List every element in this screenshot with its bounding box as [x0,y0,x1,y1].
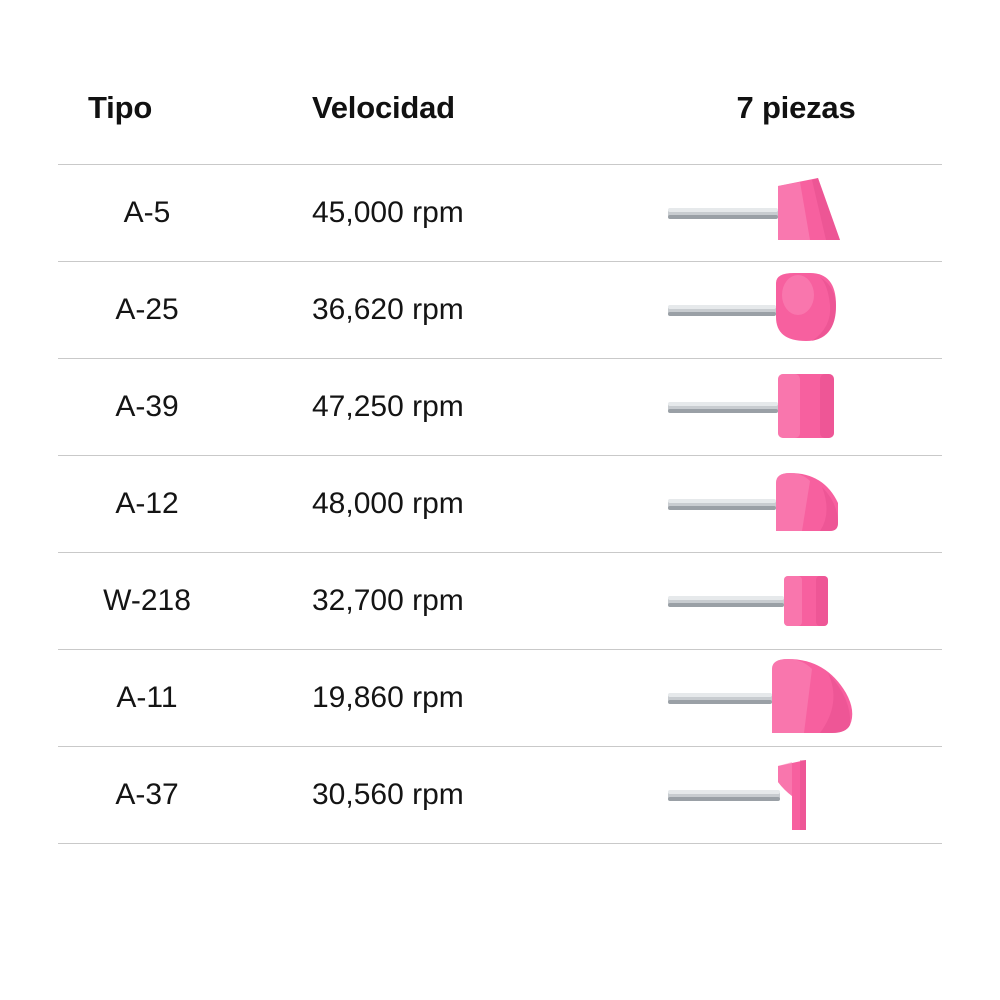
table-row [58,165,942,262]
specification-table [58,90,942,844]
grinding-bit-disc-icon [650,747,942,843]
cell-tipo: A-25 [115,293,179,326]
cell-velocidad: 47,250 rpm [312,390,464,423]
column-header-tipo: Tipo [88,90,153,125]
cell-velocidad: 45,000 rpm [312,196,464,229]
cell-piezas [650,456,942,553]
cell-piezas [650,650,942,747]
grinding-bit-large-bullet-icon [650,650,942,746]
cell-piezas [650,553,942,650]
cell-tipo: W-218 [103,584,191,617]
table-header [58,90,942,165]
cell-piezas [650,359,942,456]
cell-piezas [650,165,942,262]
cell-velocidad: 32,700 rpm [312,584,464,617]
table-row [58,456,942,553]
cell-velocidad: 19,860 rpm [312,681,464,714]
grinding-bit-bullet-icon [650,456,942,552]
grinding-bit-ball-icon [650,262,942,358]
cell-tipo: A-39 [115,390,179,423]
cell-velocidad: 48,000 rpm [312,487,464,520]
grinding-bit-tapered-cone-icon [650,165,942,261]
cell-piezas [650,747,942,844]
table-row [58,359,942,456]
grinding-bit-cylinder-icon [650,359,942,455]
column-header-velocidad: Velocidad [312,90,455,125]
cell-tipo: A-37 [115,778,179,811]
column-header-piezas: 7 piezas [736,90,856,125]
table-row [58,650,942,747]
cell-tipo: A-12 [115,487,179,520]
cell-velocidad: 30,560 rpm [312,778,464,811]
table-row [58,553,942,650]
table-header-row [58,90,942,165]
cell-tipo: A-11 [116,681,178,714]
cell-tipo: A-5 [123,196,171,229]
grinding-bit-small-cylinder-icon [650,553,942,649]
cell-piezas [650,262,942,359]
table-row [58,747,942,844]
table-row [58,262,942,359]
cell-velocidad: 36,620 rpm [312,293,464,326]
table-body [58,165,942,844]
